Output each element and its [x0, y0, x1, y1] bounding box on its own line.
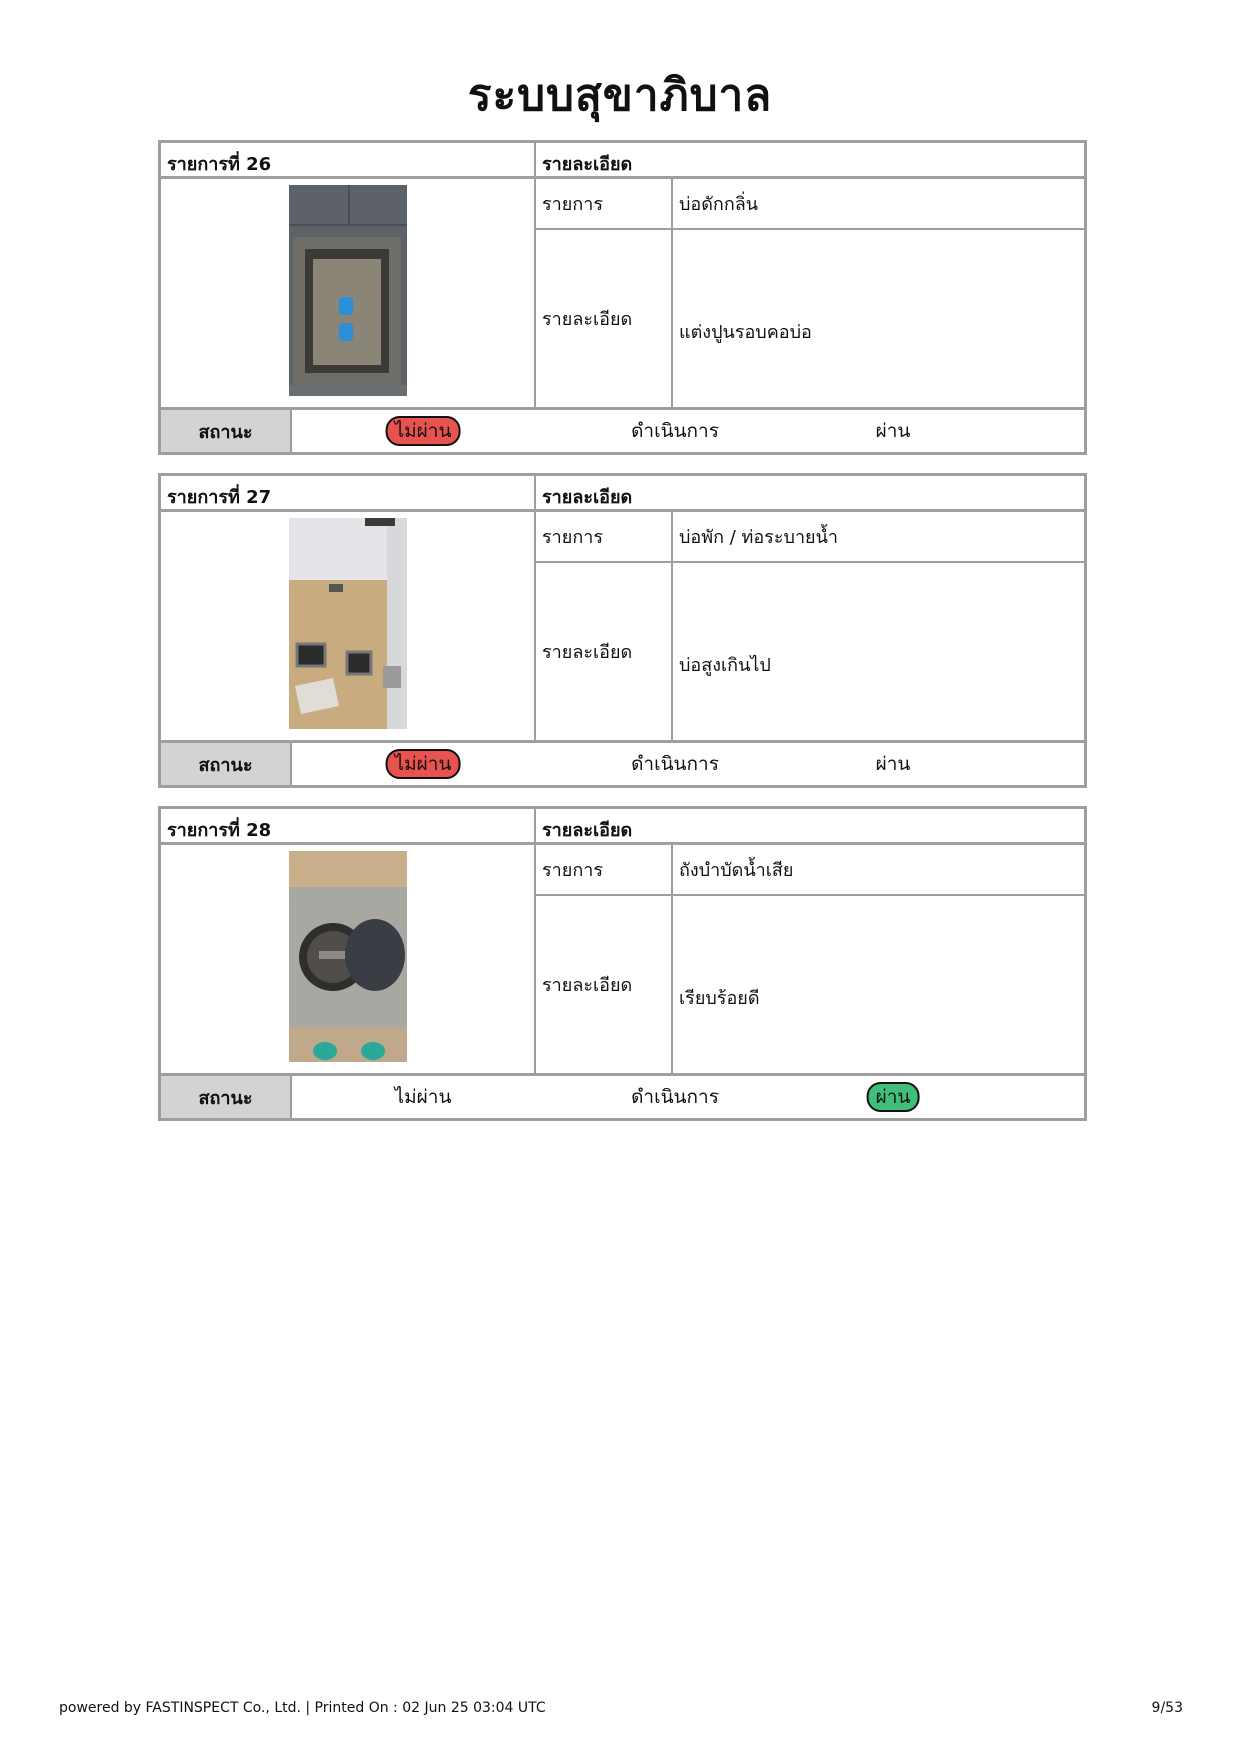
status-option-fail[interactable]	[386, 416, 461, 446]
septic-tank-photo	[289, 851, 407, 1062]
item-heading: รายการที่ 28	[161, 809, 536, 842]
inspection-item-27	[158, 473, 1087, 788]
status-option-in-progress[interactable]: ดำเนินการ	[631, 1086, 719, 1108]
item-label: รายการ	[536, 512, 673, 561]
page-title: ระบบสุขาภิบาล	[467, 70, 773, 121]
detail-value: เรียบร้อยดี	[679, 988, 760, 1009]
status-label: สถานะ	[161, 743, 292, 785]
status-option-pass[interactable]: ผ่าน	[875, 420, 911, 442]
page-number: 9/53	[1151, 1700, 1183, 1716]
manhole-drain-photo	[289, 518, 407, 729]
detail-value: แต่งปูนรอบคอบ่อ	[679, 322, 812, 343]
grease-trap-photo	[289, 185, 407, 396]
status-badge: ไม่ผ่าน	[386, 749, 461, 779]
item-heading: รายการที่ 27	[161, 476, 536, 509]
inspection-item-26	[158, 140, 1087, 455]
item-heading: รายการที่ 26	[161, 143, 536, 176]
status-option-fail[interactable]	[386, 749, 461, 779]
status-option-fail[interactable]: ไม่ผ่าน	[394, 1086, 452, 1108]
detail-heading: รายละเอียด	[542, 487, 633, 508]
item-label: รายการ	[536, 179, 673, 228]
inspection-item-28	[158, 806, 1087, 1121]
status-badge: ผ่าน	[867, 1082, 920, 1112]
detail-label: รายละเอียด	[536, 896, 673, 1073]
detail-heading: รายละเอียด	[542, 820, 633, 841]
detail-value: บ่อสูงเกินไป	[679, 655, 771, 676]
detail-label: รายละเอียด	[536, 230, 673, 407]
status-option-in-progress[interactable]: ดำเนินการ	[631, 753, 719, 775]
status-option-in-progress[interactable]: ดำเนินการ	[631, 420, 719, 442]
status-option-pass[interactable]: ผ่าน	[875, 753, 911, 775]
item-value: บ่อดักกลิ่น	[679, 194, 759, 215]
detail-label: รายละเอียด	[536, 563, 673, 740]
status-badge: ไม่ผ่าน	[386, 416, 461, 446]
status-option-pass[interactable]	[867, 1082, 920, 1112]
item-value: ถังบำบัดน้ำเสีย	[679, 860, 794, 881]
item-value: บ่อพัก / ท่อระบายน้ำ	[679, 527, 839, 548]
item-label: รายการ	[536, 845, 673, 894]
detail-heading: รายละเอียด	[542, 154, 633, 175]
footer-credit: powered by FASTINSPECT Co., Ltd. | Printed On : 02 Jun 25 03:04 UTC	[59, 1700, 546, 1716]
status-label: สถานะ	[161, 1076, 292, 1118]
status-label: สถานะ	[161, 410, 292, 452]
